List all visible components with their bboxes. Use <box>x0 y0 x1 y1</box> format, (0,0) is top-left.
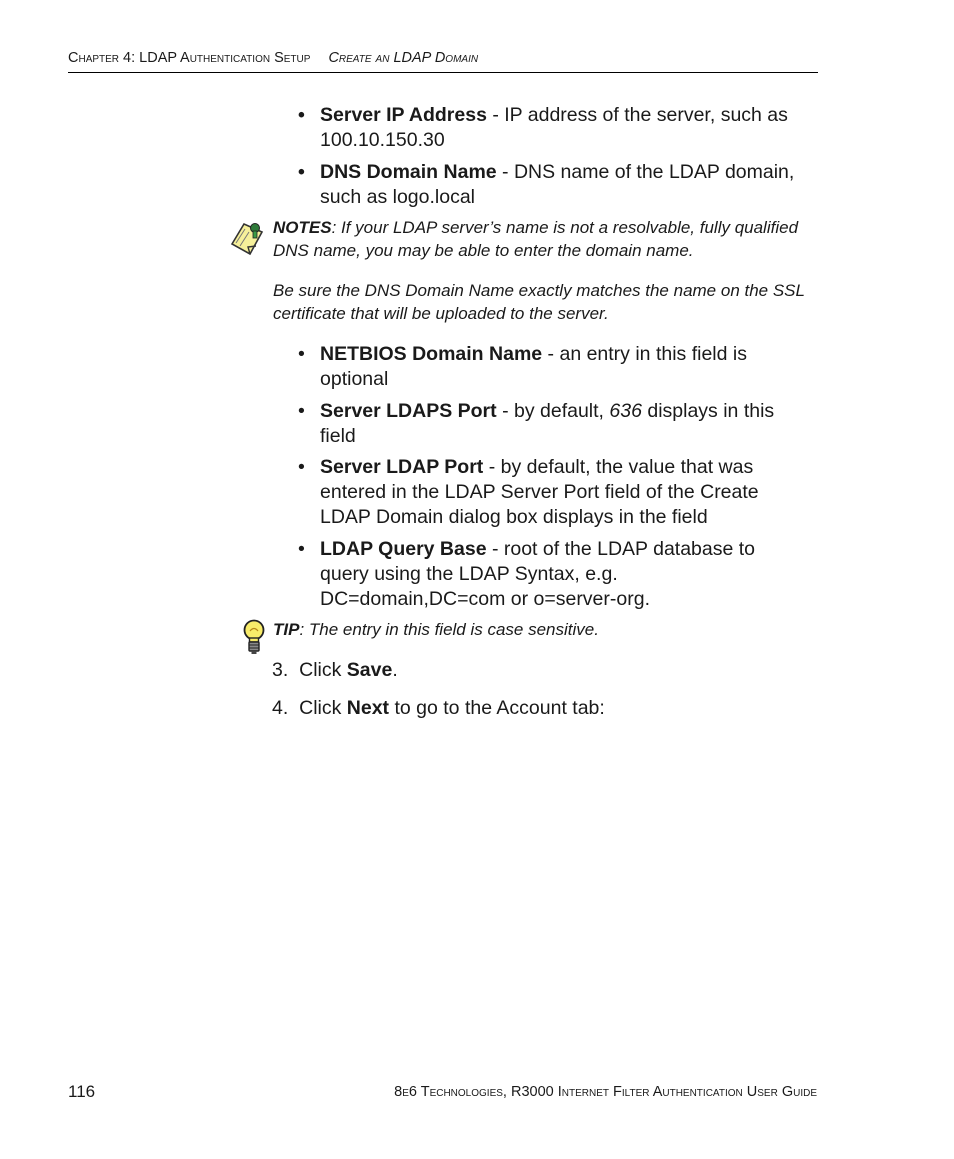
bullet-marker: • <box>298 538 305 560</box>
chapter-title: Chapter 4: LDAP Authentication Setup <box>68 50 311 66</box>
bullet-term: Server LDAP Port <box>320 456 484 478</box>
section-title: Create an LDAP Domain <box>328 50 479 66</box>
notes-text: Be sure the DNS Domain Name exactly matches the name on the SSL certificate that will be uploaded to the server. <box>273 281 805 323</box>
bullet-desc: 100.10.150.30 <box>320 129 445 151</box>
bullet-desc: entered in the LDAP Server Port field of the Create <box>320 481 759 503</box>
bullet-desc: - by default, <box>496 400 610 422</box>
notes-paragraph-2 <box>273 280 833 325</box>
bullet-marker: • <box>298 104 305 126</box>
bullet-marker: • <box>298 456 305 478</box>
notes-text: : If your LDAP server’s name is not a resolvable, fully qualified DNS name, you may be able to enter the domain name. <box>273 218 799 260</box>
bullet-term: Server IP Address <box>320 104 487 126</box>
step-number: 4. <box>272 697 289 719</box>
bullet-term: Server LDAPS Port <box>320 400 497 422</box>
step-item <box>272 658 398 683</box>
bullet-desc: LDAP Domain dialog box displays in the field <box>320 506 708 528</box>
step-number: 3. <box>272 659 289 681</box>
notes-label: NOTES <box>273 218 332 237</box>
note-icon <box>228 220 266 258</box>
bullet-desc: - root of the LDAP database to <box>486 538 756 560</box>
bullet-desc: optional <box>320 368 389 390</box>
step-item <box>272 696 605 721</box>
step-text: . <box>392 659 398 681</box>
bullet-term: DNS Domain Name <box>320 161 497 183</box>
bullet-desc: DC=domain,DC=com or o=server-org. <box>320 588 650 610</box>
bullet-desc: displays in this <box>641 400 775 422</box>
tip-text: : The entry in this field is case sensitive. <box>299 620 599 639</box>
bullet-desc: - IP address of the server, such as <box>486 104 788 126</box>
bullet-desc-italic: 636 <box>609 400 642 422</box>
step-bold: Next <box>346 697 390 719</box>
guide-title: 8e6 Technologies, R3000 Internet Filter Authentication User Guide <box>394 1084 817 1100</box>
page-header <box>68 50 818 73</box>
bullet-desc: - an entry in this field is <box>542 343 747 365</box>
bullet-marker: • <box>298 343 305 365</box>
bullet-marker: • <box>298 161 305 183</box>
bullet-term: LDAP Query Base <box>320 538 487 560</box>
step-text: Click <box>299 659 347 681</box>
list-item <box>298 537 820 612</box>
step-text: to go to the Account tab: <box>389 697 605 719</box>
list-item <box>298 399 820 449</box>
bullet-desc: - DNS name of the LDAP domain, <box>496 161 795 183</box>
tip-label: TIP <box>273 620 300 639</box>
tip-paragraph <box>273 619 833 642</box>
bullet-desc: field <box>320 425 356 447</box>
list-item <box>298 455 820 530</box>
bullet-desc: such as logo.local <box>320 186 476 208</box>
bullet-desc: - by default, the value that was <box>483 456 754 478</box>
list-item <box>298 342 820 392</box>
list-item <box>298 160 820 210</box>
notes-paragraph <box>273 217 833 262</box>
step-text: Click <box>299 697 347 719</box>
page-number: 116 <box>68 1082 96 1101</box>
bullet-desc: query using the LDAP Syntax, e.g. <box>320 563 618 585</box>
bullet-marker: • <box>298 400 305 422</box>
lightbulb-icon <box>241 619 267 655</box>
list-item <box>298 103 820 153</box>
bullet-term: NETBIOS Domain Name <box>320 343 543 365</box>
step-bold: Save <box>346 659 393 681</box>
